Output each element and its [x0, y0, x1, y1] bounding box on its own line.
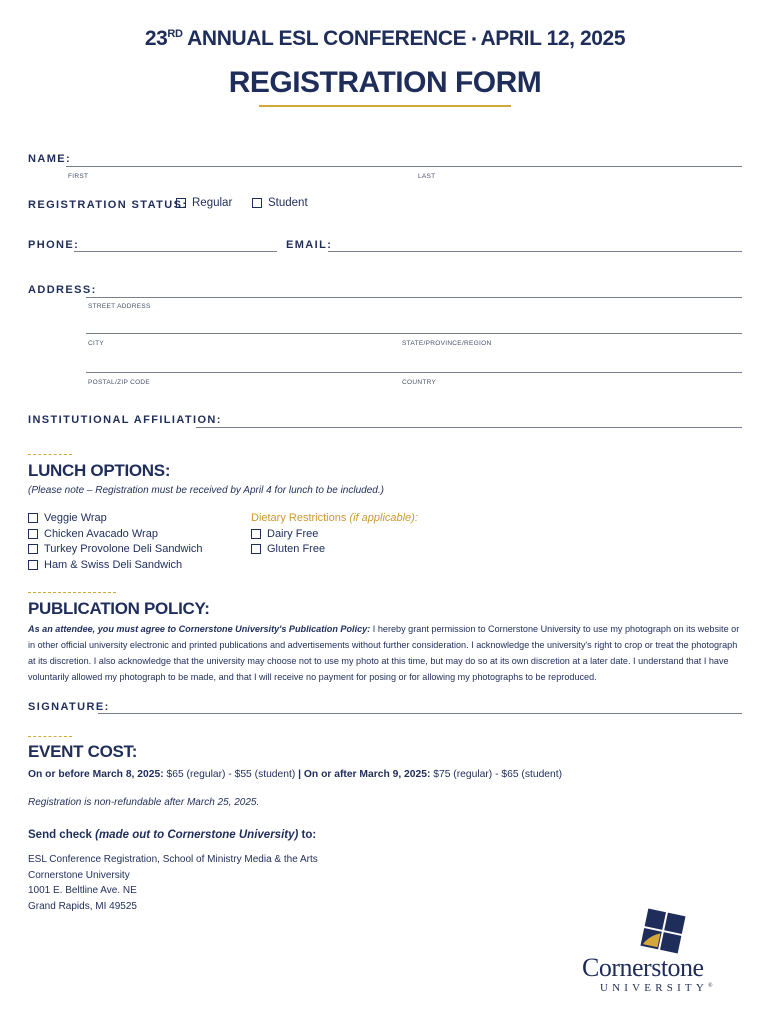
state-label: STATE/PROVINCE/REGION: [402, 340, 492, 347]
street-address-label: STREET ADDRESS: [88, 303, 151, 310]
name-label: NAME:: [28, 153, 72, 165]
address-line: ESL Conference Registration, School of Ministry Media & the Arts: [28, 854, 318, 865]
affiliation-field[interactable]: [196, 427, 742, 428]
affiliation-label: INSTITUTIONAL AFFILIATION:: [28, 414, 222, 426]
publication-title: PUBLICATION POLICY:: [28, 599, 210, 618]
status-student-option[interactable]: [252, 197, 308, 209]
ham-label: Ham & Swiss Deli Sandwich: [44, 559, 183, 571]
dairy-free-label: Dairy Free: [267, 528, 319, 540]
email-field[interactable]: [328, 251, 742, 252]
lunch-note: (Please note – Registration must be received by April 4 for lunch to be included.): [28, 485, 384, 496]
logo-wordmark: Cornerstone: [582, 953, 704, 982]
early-label: On or before March 8, 2025:: [28, 769, 164, 780]
logo-university: UNIVERSITY: [600, 982, 708, 994]
phone-field[interactable]: [74, 251, 277, 252]
street-address-field[interactable]: [86, 297, 742, 298]
refund-note: Registration is non-refundable after March 25, 2025.: [28, 797, 260, 808]
city-label: CITY: [88, 340, 105, 347]
student-checkbox[interactable]: [252, 198, 262, 208]
dietary-heading: [251, 512, 418, 524]
student-label: Student: [268, 197, 308, 209]
status-regular-option[interactable]: [176, 197, 232, 209]
logo-squares-icon: [638, 906, 688, 956]
city-state-field[interactable]: [86, 333, 742, 334]
name-field[interactable]: [66, 166, 742, 167]
edition-suffix: RD: [167, 28, 183, 40]
event-date: APRIL 12, 2025: [480, 27, 626, 50]
title-rule: [259, 105, 511, 107]
dietary-title: Dietary Restrictions: [251, 512, 347, 524]
signature-label: SIGNATURE:: [28, 701, 110, 713]
early-price: $65 (regular) - $55 (student): [166, 769, 296, 780]
cost-title: EVENT COST:: [28, 742, 138, 761]
lunch-option-veggie[interactable]: [28, 512, 107, 524]
mailing-address: [28, 852, 318, 914]
address-line: 1001 E. Beltline Ave. NE: [28, 885, 137, 896]
country-label: COUNTRY: [402, 379, 437, 386]
ham-checkbox[interactable]: [28, 560, 38, 570]
send-check-label: Send check: [28, 829, 92, 841]
publication-rule: [28, 592, 116, 594]
dietary-note: (if applicable):: [349, 512, 418, 524]
phone-label: PHONE:: [28, 239, 80, 251]
dietary-option-gluten[interactable]: [251, 543, 325, 555]
late-label: On or after March 9, 2025:: [303, 769, 431, 780]
send-check-line: [28, 829, 316, 841]
signature-field[interactable]: [98, 713, 742, 714]
chicken-label: Chicken Avacado Wrap: [44, 528, 158, 540]
email-label: EMAIL:: [286, 239, 333, 251]
separator: ▪: [471, 31, 476, 46]
logo-registered: ®: [708, 983, 713, 989]
publication-lead: As an attendee, you must agree to Cornerstone University's Publication Policy:: [28, 624, 371, 634]
veggie-label: Veggie Wrap: [44, 512, 107, 524]
event-name: ANNUAL ESL CONFERENCE: [187, 27, 467, 50]
late-price: $75 (regular) - $65 (student): [433, 769, 563, 780]
publication-paragraph: [28, 621, 746, 685]
gluten-free-label: Gluten Free: [267, 543, 326, 555]
postal-label: POSTAL/ZIP CODE: [88, 379, 151, 386]
cornerstone-logo-mark: [638, 906, 688, 956]
cost-line: [28, 769, 562, 780]
dietary-option-dairy[interactable]: [251, 528, 318, 540]
turkey-label: Turkey Provolone Deli Sandwich: [44, 543, 203, 555]
cost-rule: [28, 736, 72, 738]
logo-subtitle: [600, 982, 713, 994]
lunch-option-turkey[interactable]: [28, 543, 203, 555]
lunch-title: LUNCH OPTIONS:: [28, 461, 171, 480]
address-line: Cornerstone University: [28, 869, 130, 881]
chicken-checkbox[interactable]: [28, 529, 38, 539]
veggie-checkbox[interactable]: [28, 513, 38, 523]
turkey-checkbox[interactable]: [28, 544, 38, 554]
regular-label: Regular: [192, 197, 233, 209]
cost-divider: |: [298, 769, 302, 780]
dairy-free-checkbox[interactable]: [251, 529, 261, 539]
form-title: REGISTRATION FORM: [228, 66, 542, 99]
lunch-option-chicken[interactable]: [28, 528, 158, 540]
lunch-rule: [28, 454, 72, 456]
regular-checkbox[interactable]: [176, 198, 186, 208]
conference-heading: [0, 27, 770, 51]
publication-text: I hereby grant permission to Cornerstone University to use my photograph on its website or in other official university electronic and printed publications and advertisements without further consideration. I acknowledge the university's right to crop or treat the photograph at its discretion. I also acknowledge that the university may choose not to use my photo at this time, but may do so at its own discretion at a later date. I understand that I have voluntarily allowed my photograph to be made, and that I will receive no payment for posing or for allowing my photographs to be reproduced.: [28, 624, 740, 682]
first-name-label: FIRST: [68, 173, 89, 180]
postal-country-field[interactable]: [86, 372, 742, 373]
address-line: Grand Rapids, MI 49525: [28, 900, 137, 912]
registration-status-label: REGISTRATION STATUS:: [28, 199, 188, 211]
last-name-label: LAST: [418, 173, 436, 180]
payable-note: (made out to Cornerstone University): [95, 829, 299, 841]
lunch-option-ham[interactable]: [28, 559, 182, 571]
address-label: ADDRESS:: [28, 284, 97, 296]
send-check-to: to:: [301, 829, 317, 841]
edition-number: 23: [144, 27, 168, 50]
gluten-free-checkbox[interactable]: [251, 544, 261, 554]
